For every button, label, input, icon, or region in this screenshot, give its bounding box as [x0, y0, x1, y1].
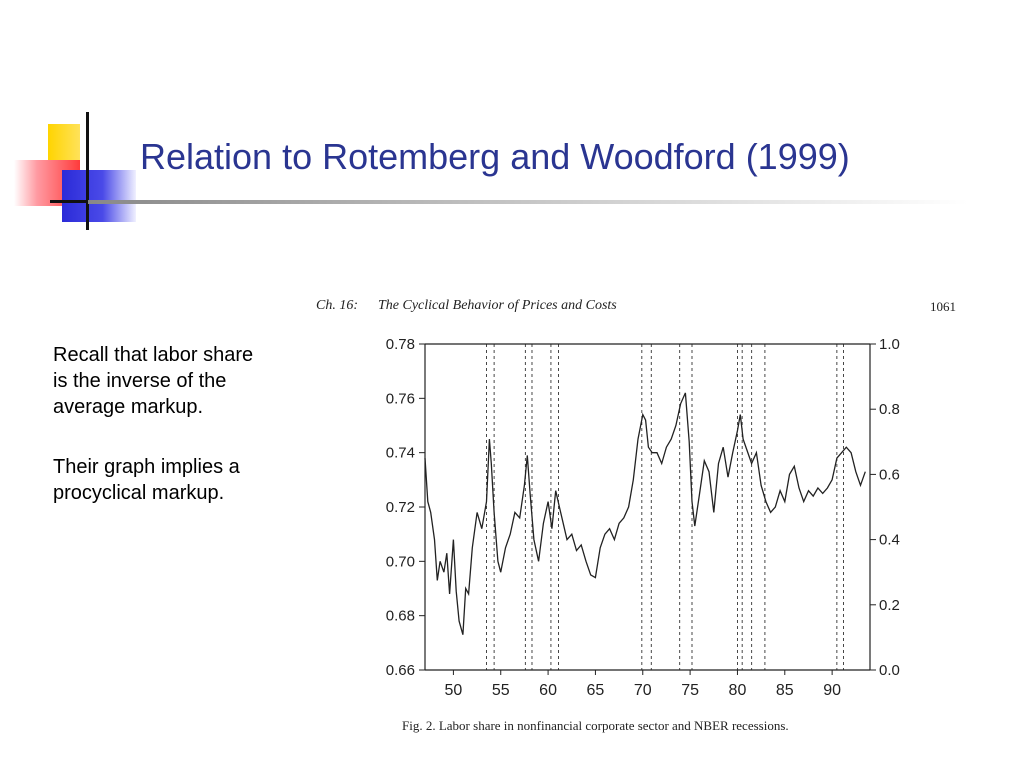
x-tick-label: 55	[491, 682, 510, 699]
y-tick-label: 0.74	[385, 444, 415, 462]
y2-tick-label: 0.4	[879, 531, 900, 549]
slide-text	[53, 342, 263, 540]
x-tick-label: 75	[681, 682, 700, 699]
labor-share-line	[425, 393, 865, 635]
y-tick-label: 0.70	[385, 553, 415, 571]
title-underline	[88, 200, 968, 204]
chart-axes	[425, 344, 870, 670]
chart-ticks	[386, 336, 900, 699]
x-tick-label: 65	[586, 682, 605, 699]
bullet-1: Recall that labor share is the inverse of the average markup.	[53, 344, 254, 418]
x-tick-label: 90	[823, 682, 842, 699]
slide-title: Relation to Rotemberg and Woodford (1999)	[140, 136, 850, 177]
y2-tick-label: 0.8	[879, 401, 900, 419]
logo-blue-square	[62, 170, 136, 222]
y-tick-label: 0.76	[385, 390, 415, 408]
scan-page-number: 1061	[930, 299, 956, 314]
y2-tick-label: 0.6	[879, 466, 900, 484]
x-tick-label: 80	[728, 682, 747, 699]
figure-caption: Fig. 2. Labor share in nonfinancial corporate sector and NBER recessions.	[402, 718, 789, 733]
y-tick-label: 0.72	[385, 499, 415, 516]
scan-chapter: Ch. 16:	[316, 298, 358, 313]
recession-bands	[487, 344, 844, 670]
y-tick-label: 0.68	[385, 607, 415, 625]
x-tick-label: 50	[444, 682, 463, 699]
x-tick-label: 70	[633, 682, 652, 699]
y2-tick-label: 0.0	[879, 662, 900, 679]
y2-tick-label: 0.2	[879, 596, 900, 614]
y-tick-label: 0.78	[385, 336, 415, 353]
x-tick-label: 60	[539, 682, 557, 699]
x-tick-label: 85	[775, 682, 794, 699]
scan-chapter-title: The Cyclical Behavior of Prices and Costs	[378, 298, 617, 313]
y-tick-label: 0.66	[385, 662, 415, 679]
logo-vertical-line	[86, 112, 89, 230]
y2-tick-label: 1.0	[879, 336, 900, 353]
bullet-2: Their graph implies a procyclical markup.	[53, 456, 240, 504]
